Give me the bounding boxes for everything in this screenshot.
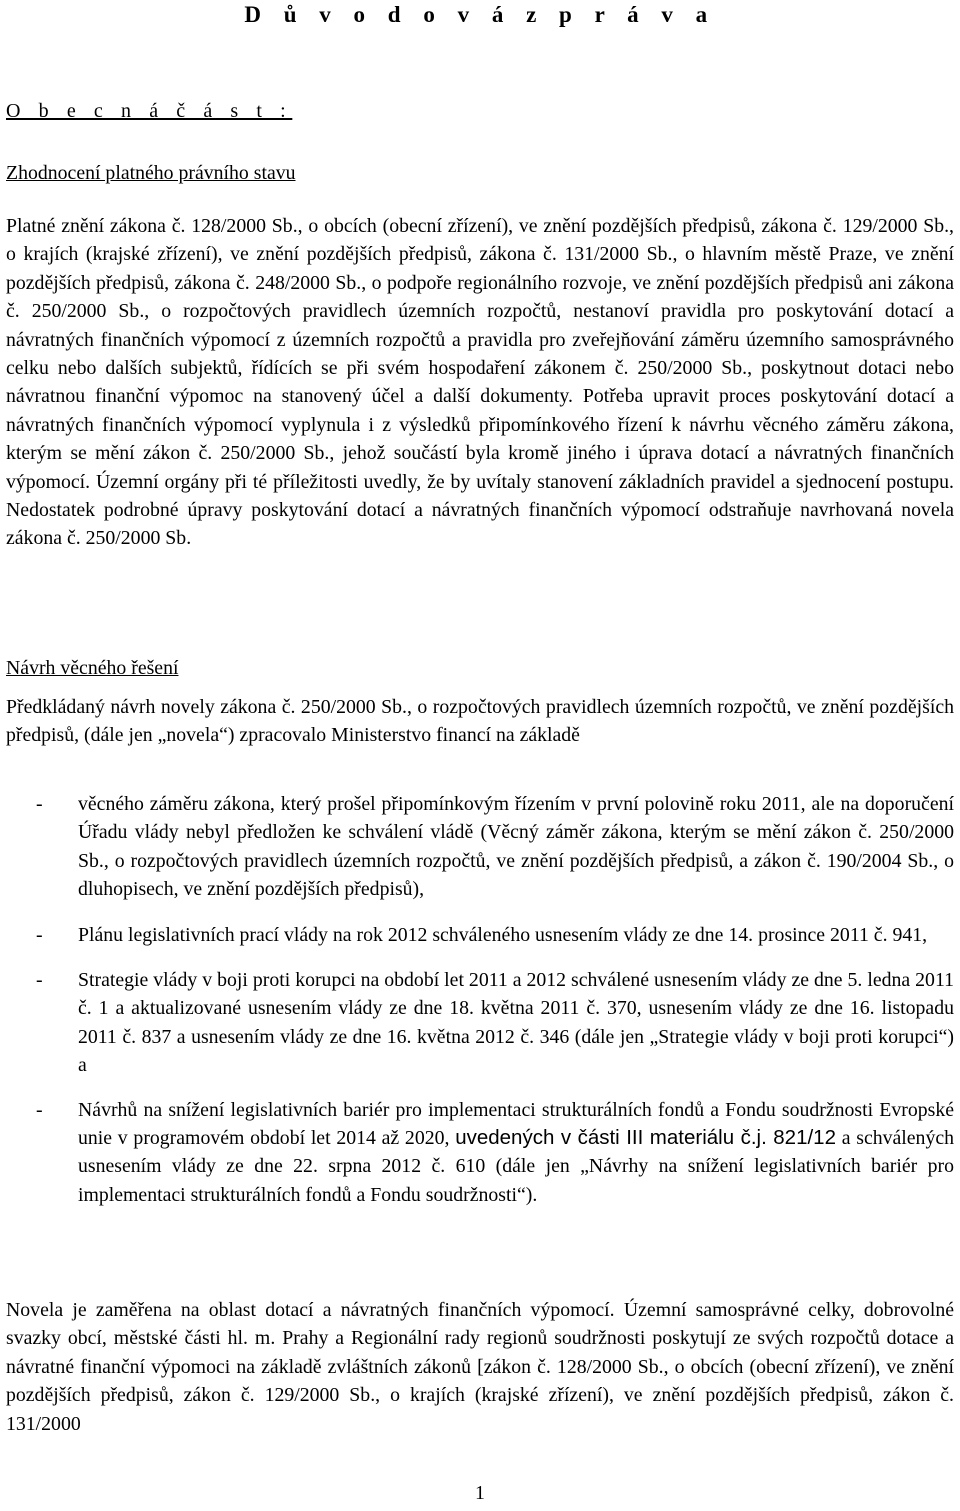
list-dash: - — [36, 969, 43, 992]
list-item — [6, 1096, 954, 1210]
paragraph-novela-focus: Novela je zaměřena na oblast dotací a návratných finančních výpomocí. Územní samosprávné celky, dobrovolné svazky obcí, městské části hl. m. Prahy a Regionální rady regionů soudržnosti poskytují ze svých rozpočtů dotace a návratné finanční výpomoci na základě zvláštních zákonů [zákon č. 128/2000 Sb., o obcích (obecní zřízení), ve znění pozdějších předpisů, zákon č. 129/2000 Sb., o krajích (krajské zřízení), ve znění pozdějších předpisů, zákon č. 131/2000 — [6, 1299, 954, 1435]
list-dash: - — [36, 793, 43, 815]
subsection-heading-current-state: Zhodnocení platného právního stavu — [6, 162, 296, 184]
list-dash: - — [36, 1098, 43, 1121]
paragraph-current-state: Platné znění zákona č. 128/2000 Sb., o obcích (obecní zřízení), ve znění pozdějších předpisů, zákona č. 129/2000 Sb., o krajích (krajské zřízení), ve znění pozdějších předpisů, zákona č. 131/2000 Sb., o hlavním městě Praze, ve znění pozdějších předpisů, zákona č. 248/2000 Sb., o podpoře regionálního rozvoje, ve znění pozdějších předpisů ani zákona č. 250/2000 Sb., o rozpočtových pravidlech územních rozpočtů, nestanoví pravidla pro poskytování dotací a návratných finančních výpomocí z územních rozpočtů a pravidla pro zveřejňování záměru územního samosprávného celku nebo dalších subjektů, řídících se při svém hospodaření zákonem č. 250/2000 Sb., poskytnout dotaci nebo návratnou finanční výpomoc na stanovený účel a další dokumenty. Potřeba upravit proces poskytování dotací a návratných finančních výpomocí vyplynula i z výsledků připomínkového řízení k návrhu věcného záměru zákona, kterým se mění zákon č. 250/2000 Sb., jehož součástí byla kromě jiného i úprava dotací a návratných finančních výpomocí. Územní orgány při té příležitosti uvedly, že by uvítaly stanovení základních pravidel a sjednocení postupu. Nedostatek podrobné úpravy poskytování dotací a návratných finančních výpomocí odstraňuje navrhovaná novela zákona č. 250/2000 Sb. — [6, 215, 954, 550]
section-heading: O b e c n á č á s t : — [6, 100, 293, 122]
list-item-text: Strategie vlády v boji proti korupci na období let 2011 a 2012 schválené usnesením vlády ze dne 5. ledna 2011 č. 1 a aktualizované usnesením vlády ze dne 18. května 2011 č. 370, usnesením vlády ze dne 16. listopadu 2011 č. 837 a usnesením vlády ze dne 16. května 2012 č. 346 (dále jen „Strategie vlády v boji proti korupci“) a — [78, 969, 954, 1077]
page-number: 1 — [475, 1482, 485, 1504]
subsection-heading-proposal: Návrh věcného řešení — [6, 657, 179, 679]
list-item-text-part2: uvedených v části III materiálu č.j. 821/12 — [455, 1126, 836, 1150]
document-title: D ů v o d o v á z p r á v a — [244, 2, 716, 27]
paragraph-proposal-intro: Předkládaný návrh novely zákona č. 250/2000 Sb., o rozpočtových pravidlech územních rozpočtů, ve znění pozdějších předpisů, (dále jen „novela“) zpracovalo Ministerstvo financí na základě — [6, 696, 954, 747]
list-item-text-part1: Návrhů na snížení legislativních bariér pro implementaci strukturálních fondů a Fondu soudržnosti Evropské unie v programovém období let 2014 až 2020, — [78, 1098, 954, 1150]
list-item — [6, 790, 954, 904]
list-item-text: věcného záměru zákona, který prošel připomínkovým řízením v první polovině roku 2011, ale na doporučení Úřadu vlády nebyl předložen ke schválení vládě (Věcný záměr zákona, kterým se mění zákon č. 250/2000 Sb., o rozpočtových pravidlech územních rozpočtů, ve znění pozdějších předpisů, a zákon č. 190/2004 Sb., o dluhopisech, ve znění pozdějších předpisů), — [78, 793, 954, 901]
list-item-text: Plánu legislativních prací vlády na rok 2012 schváleného usnesením vlády ze dne 14. prosince 2011 č. 941, — [78, 923, 928, 946]
list-dash: - — [36, 923, 43, 946]
basis-list — [6, 790, 954, 1209]
list-item-text-part3: a schválených usnesením vlády ze dne 22. srpna 2012 č. 610 (dále jen „Návrhy na snížení legislativních bariér pro implementaci strukturálních fondů a Fondu soudržnosti“). — [78, 1127, 955, 1206]
list-item — [6, 966, 954, 1080]
list-item — [6, 921, 954, 949]
